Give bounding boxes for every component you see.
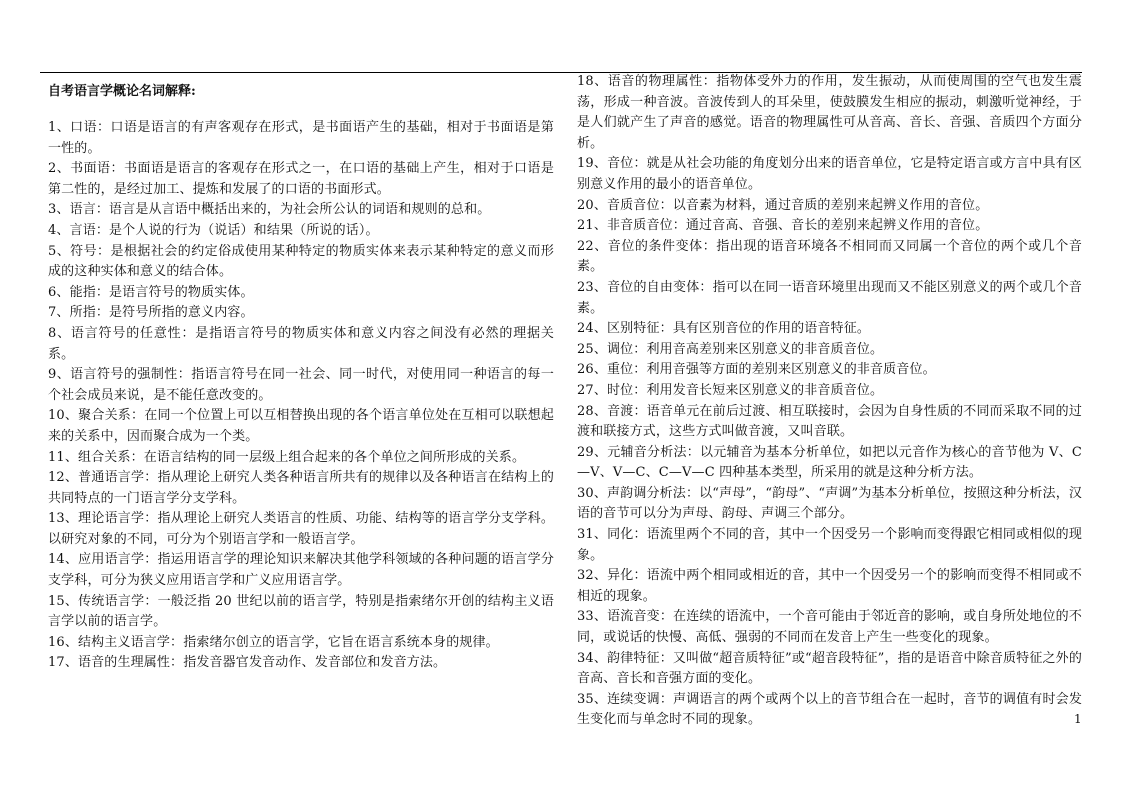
definition-item: 20、音质音位：以音素为材料，通过音质的差别来起辨义作用的音位。 <box>577 197 989 213</box>
definition-item: 35、连续变调：声调语言的两个或两个以上的音节组合在一起时，音节的调值有时会发生变化而与单念时不同的现象。 <box>577 691 1082 728</box>
definition-item: 32、异化：语流中两个相同或相近的音，其中一个因受另一个的影响而变得不相同或不相近的现象。 <box>577 568 1082 604</box>
definition-item: 31、同化：语流里两个不同的音，其中一个因受另一个影响而变得跟它相同或相似的现象。 <box>577 527 1082 563</box>
definition-item: 19、音位：就是从社会功能的角度划分出来的语音单位，它是特定语言或方言中具有区别意义作用的最小的语音单位。 <box>577 156 1082 192</box>
definition-item: 8、语言符号的任意性：是指语言符号的物质实体和意义内容之间没有必然的理据关系。 <box>48 325 554 362</box>
definition-item: 24、区别特征：具有区别音位的作用的语音特征。 <box>577 321 870 337</box>
definition-item: 25、调位：利用音高差别来区别意义的非音质音位。 <box>577 341 884 357</box>
definition-item: 9、语言符号的强制性：指语言符号在同一社会、同一时代，对使用同一种语言的每一个社会成员来说，是不能任意改变的。 <box>48 367 554 403</box>
definition-item: 29、元辅音分析法：以元辅音为基本分析单位，如把以元音作为核心的音节他为 V、C—V、V—C、C—V—C 四种基本类型，所采用的就是这种分析方法。 <box>577 444 1082 481</box>
definition-item: 28、音渡：语音单元在前后过渡、相互联接时，会因为自身性质的不同而采取不同的过渡和联接方式，这些方式叫做音渡，又叫音联。 <box>577 403 1082 440</box>
definition-item: 10、聚合关系：在同一个位置上可以互相替换出现的各个语言单位处在互相可以联想起来的关系中，因而聚合成为一个类。 <box>48 408 554 444</box>
definition-item: 11、组合关系：在语言结构的同一层级上组合起来的各个单位之间所形成的关系。 <box>48 449 526 465</box>
definition-item: 17、语音的生理属性：指发音器官发音动作、发音部位和发音方法。 <box>48 655 447 671</box>
definition-item: 26、重位：利用音强等方面的差别来区别意义的非音质音位。 <box>577 362 936 378</box>
definition-item: 22、音位的条件变体：指出现的语音环境各不相同而又同属一个音位的两个或几个音素。 <box>577 238 1082 275</box>
definition-item: 30、声韵调分析法：以“声母”，“韵母”、“声调”为基本分析单位，按照这种分析法，汉语的音节可以分为声母、韵母、声调三个部分。 <box>577 485 1082 522</box>
definition-item: 1、口语：口语是语言的有声客观存在形式，是书面语产生的基础，相对于书面语是第一性的。 <box>48 120 554 156</box>
definition-item: 12、普通语言学：指从理论上研究人类各种语言所共有的规律以及各种语言在结构上的共同特点的一门语言学分支学科。 <box>48 470 554 506</box>
definition-item: 33、语流音变：在连续的语流中，一个音可能由于邻近音的影响，或自身所处地位的不同，或说话的快慢、高低、强弱的不同而在发音上产生一些变化的现象。 <box>577 609 1082 646</box>
definition-item: 13、理论语言学：指从理论上研究人类语言的性质、功能、结构等的语言学分支学科。以研究对象的不同，可分为个别语言学和一般语言学。 <box>48 511 554 547</box>
left-column <box>48 118 554 674</box>
definition-item: 15、传统语言学：一般泛指 20 世纪以前的语言学，特别是指索绪尔开创的结构主义语言学以前的语言学。 <box>48 593 554 630</box>
definition-item: 5、符号：是根据社会的约定俗成使用某种特定的物质实体来表示某种特定的意义而形成的这种实体和意义的结合体。 <box>48 243 554 280</box>
page-number: 1 <box>1074 712 1082 726</box>
definition-item: 23、音位的自由变体：指可以在同一语音环境里出现而又不能区别意义的两个或几个音素。 <box>577 279 1082 316</box>
document-title: 自考语言学概论名词解释: <box>48 84 196 99</box>
definition-item: 7、所指：是符号所指的意义内容。 <box>48 305 254 321</box>
definition-item: 6、能指：是语言符号的物质实体。 <box>48 284 254 300</box>
definition-item: 14、应用语言学：指运用语言学的理论知识来解决其他学科领域的各种问题的语言学分支学科，可分为狭义应用语言学和广义应用语言学。 <box>48 552 554 589</box>
definition-item: 2、书面语：书面语是语言的客观存在形式之一，在口语的基础上产生，相对于口语是第二性的，是经过加工、提炼和发展了的口语的书面形式。 <box>48 161 554 197</box>
definition-item: 21、非音质音位：通过音高、音强、音长的差别来起辨义作用的音位。 <box>577 218 989 234</box>
definition-item: 27、时位：利用发音长短来区别意义的非音质音位。 <box>577 382 884 398</box>
definition-item: 4、言语：是个人说的行为（说话）和结果（所说的话）。 <box>48 222 379 238</box>
definition-item: 34、韵律特征：又叫做“超音质特征”或“超音段特征”，指的是语音中除音质特征之外的音高、音长和音强方面的变化。 <box>577 650 1082 687</box>
definition-item: 16、结构主义语言学：指索绪尔创立的语言学，它旨在语言系统本身的规律。 <box>48 634 499 650</box>
right-column <box>577 72 1082 731</box>
definition-item: 18、语音的物理属性：指物体受外力的作用，发生振动，从而使周围的空气也发生震荡，形成一种音波。音波传到人的耳朵里，使鼓膜发生相应的振动，刺激听觉神经，于是人们就产生了声音的感觉。语音的物理属性可从音高、音长、音强、音质四个方面分析。 <box>577 74 1082 151</box>
definition-item: 3、语言：语言是从言语中概括出来的，为社会所公认的词语和规则的总和。 <box>48 202 491 218</box>
